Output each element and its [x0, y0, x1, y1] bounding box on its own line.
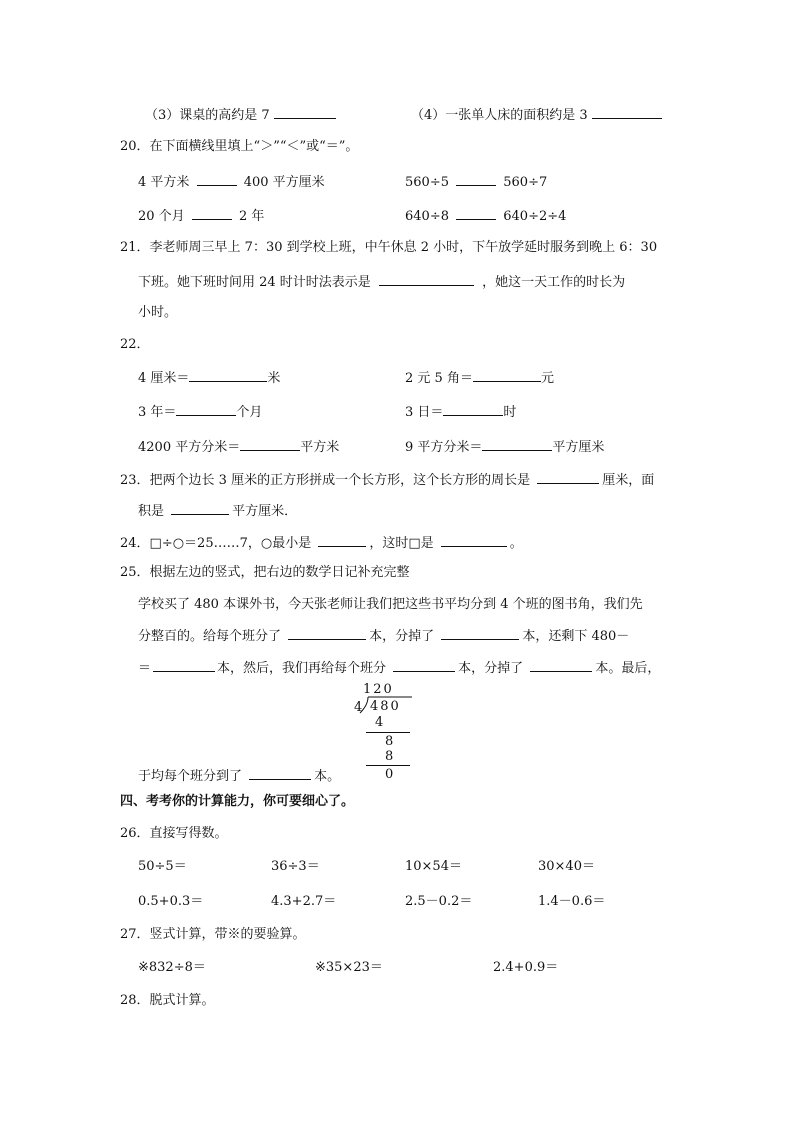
division-rule	[366, 732, 410, 733]
answer-blank[interactable]	[176, 402, 236, 416]
q25-title: 25．根据左边的竖式，把右边的数学日记补充完整	[120, 565, 410, 580]
q26-item: 30×40＝	[538, 859, 595, 874]
answer-blank[interactable]	[189, 368, 267, 382]
answer-blank[interactable]	[441, 533, 507, 547]
division-divisor: 4	[354, 700, 363, 715]
answer-blank[interactable]	[274, 105, 336, 119]
q22-d-left: 3 日＝	[405, 405, 444, 420]
answer-blank[interactable]	[171, 501, 229, 515]
q25-line2-a: 分整百的。给每个班分了	[138, 629, 282, 644]
q27-item: ※35×23＝	[315, 960, 383, 975]
q23-line2-b: 平方厘米．	[232, 504, 298, 519]
q26-item: 36÷3＝	[271, 859, 320, 874]
q20-c-left: 20 个月	[138, 209, 185, 224]
q22-f-left: 9 平方分米＝	[405, 440, 483, 455]
q20-d-right: 640÷2÷4	[503, 209, 567, 224]
answer-blank[interactable]	[537, 470, 599, 484]
q19-part3-text: （3）课桌的高约是 7	[145, 108, 270, 123]
q22-item-c	[138, 402, 262, 422]
answer-blank[interactable]	[249, 766, 311, 780]
q23-line2	[138, 501, 297, 521]
q22-item-b	[405, 368, 554, 388]
division-dividend: 480	[370, 699, 401, 714]
q25-line1: 学校买了 480 本课外书，今天张老师让我们把这些书平均分到 4 个班的图书角，我们先	[138, 597, 643, 612]
q24-line	[120, 533, 523, 553]
answer-blank[interactable]	[197, 172, 237, 186]
q22-title: 22．	[120, 337, 150, 352]
q20-d-left: 640÷8	[405, 209, 449, 224]
answer-blank[interactable]	[192, 206, 232, 220]
q21-line1: 21．李老师周三早上 7：30 到学校上班，中午休息 2 小时，下午放学延时服务到晚上 6：30	[120, 240, 658, 255]
division-quotient: 120	[363, 682, 394, 697]
q26-title: 26．直接写得数。	[120, 826, 228, 841]
q19-part3	[145, 105, 336, 125]
q22-c-left: 3 年＝	[138, 405, 177, 420]
q21-line2-a: 下班。她下班时间用 24 时计时法表示是	[138, 275, 371, 290]
q22-c-unit: 个月	[236, 405, 263, 420]
q22-b-unit: 元	[540, 371, 554, 386]
answer-blank[interactable]	[441, 626, 519, 640]
q27-item: 2.4+0.9＝	[493, 960, 559, 975]
q26-item: 50÷5＝	[138, 859, 187, 874]
q22-item-f	[405, 437, 604, 457]
q27-item: ※832÷8＝	[138, 960, 206, 975]
answer-blank[interactable]	[153, 658, 215, 672]
q26-item: 4.3+2.7＝	[271, 894, 337, 909]
q22-f-unit: 平方厘米	[552, 440, 605, 455]
q22-b-left: 2 元 5 角＝	[405, 371, 473, 386]
division-step2: 8	[385, 734, 394, 749]
answer-blank[interactable]	[456, 172, 496, 186]
q25-line2	[138, 626, 629, 646]
answer-blank[interactable]	[456, 206, 496, 220]
q26-item: 2.5－0.2＝	[405, 894, 473, 909]
q25-line4	[138, 766, 340, 786]
answer-blank[interactable]	[530, 658, 592, 672]
answer-blank[interactable]	[482, 437, 552, 451]
q22-item-e	[138, 437, 339, 457]
q21-line2-b: ，她这一天工作的时长为	[482, 275, 626, 290]
q20-item-b	[405, 172, 547, 192]
q26-item: 10×54＝	[405, 859, 462, 874]
q21-line3: 小时。	[138, 305, 178, 320]
q20-item-a	[138, 172, 325, 192]
q24-c: 。	[509, 536, 523, 551]
q19-part4	[411, 105, 662, 125]
q22-item-d	[405, 402, 516, 422]
q23-line1	[120, 470, 654, 490]
answer-blank[interactable]	[379, 272, 474, 286]
division-rule	[366, 765, 410, 766]
answer-blank[interactable]	[473, 368, 541, 382]
q25-line3-a: ＝	[138, 661, 152, 676]
q23-line1-b: 厘米，面	[602, 473, 655, 488]
q20-a-right: 400 平方厘米	[243, 175, 325, 190]
division-step3: 8	[385, 749, 394, 764]
q20-item-c	[138, 206, 264, 226]
answer-blank[interactable]	[288, 626, 366, 640]
q25-line3-d: 本。最后，	[595, 661, 661, 676]
division-remainder: 0	[385, 767, 394, 782]
division-step1: 4	[375, 715, 384, 730]
q22-a-unit: 米	[267, 371, 281, 386]
q23-line1-a: 23．把两个边长 3 厘米的正方形拼成一个长方形，这个长方形的周长是	[120, 473, 531, 488]
q25-line2-b: 本，分掉了	[369, 629, 435, 644]
q25-line2-c: 本，还剩下 480－	[522, 629, 630, 644]
long-division	[348, 681, 418, 781]
q25-line3-c: 本，分掉了	[458, 661, 524, 676]
division-bracket-icon	[348, 681, 418, 781]
q22-item-a	[138, 368, 280, 388]
answer-blank[interactable]	[443, 402, 503, 416]
q24-a: 24．□÷○＝25……7，○最小是	[120, 536, 312, 551]
q24-b: ，这时□是	[369, 536, 434, 551]
q22-e-left: 4200 平方分米＝	[138, 440, 241, 455]
answer-blank[interactable]	[393, 658, 455, 672]
q26-item: 0.5+0.3＝	[138, 894, 204, 909]
q25-line4-a: 于均每个班分到了	[138, 769, 243, 784]
q20-item-d	[405, 206, 566, 226]
answer-blank[interactable]	[240, 437, 300, 451]
answer-blank[interactable]	[318, 533, 366, 547]
q22-d-unit: 时	[503, 405, 517, 420]
q28-title: 28．脱式计算。	[120, 993, 215, 1008]
q25-line3	[138, 658, 660, 678]
q22-a-left: 4 厘米＝	[138, 371, 190, 386]
q25-line4-b: 本。	[314, 769, 341, 784]
q25-line3-b: 本，然后，我们再给每个班分	[217, 661, 387, 676]
q20-c-right: 2 年	[238, 209, 265, 224]
q23-line2-a: 积是	[138, 504, 165, 519]
q27-title: 27．竖式计算，带※的要验算。	[120, 927, 306, 942]
q26-item: 1.4－0.6＝	[538, 894, 606, 909]
q20-b-right: 560÷7	[503, 175, 548, 190]
q20-title: 20．在下面横线里填上“＞”“＜”或“＝”。	[120, 139, 359, 154]
q20-a-left: 4 平方米	[138, 175, 190, 190]
q22-e-unit: 平方米	[300, 440, 340, 455]
q21-line2	[138, 272, 625, 292]
answer-blank[interactable]	[592, 105, 662, 119]
q19-part4-text: （4）一张单人床的面积约是 3	[411, 108, 588, 123]
section4-title: 四、考考你的计算能力，你可要细心了。	[120, 794, 355, 809]
q20-b-left: 560÷5	[405, 175, 449, 190]
